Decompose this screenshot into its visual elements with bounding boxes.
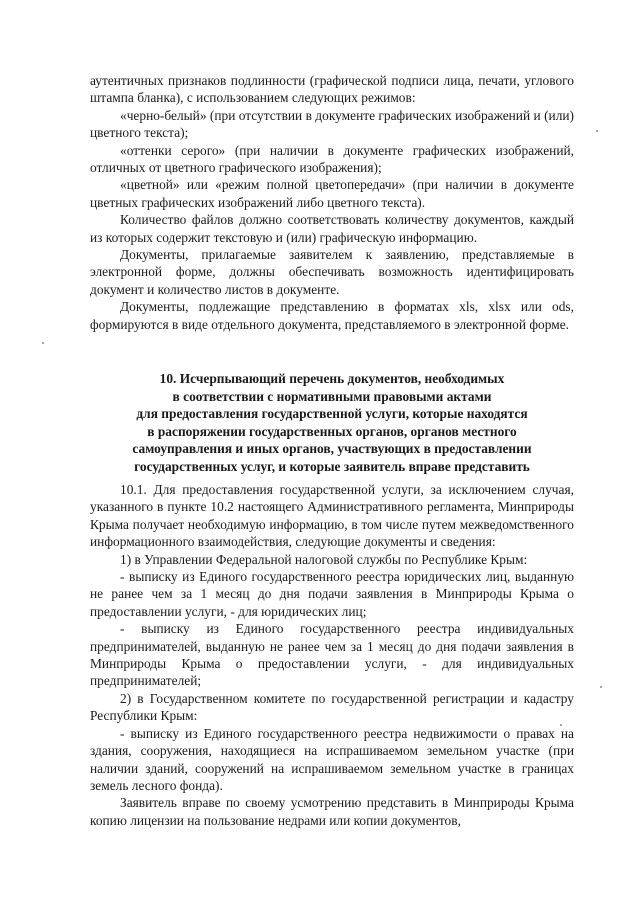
scan-speck <box>600 686 602 688</box>
paragraph: Документы, прилагаемые заявителем к заявлению, представляемые в электронной форме, должны обеспечивать возможность идентифицировать документ и количество листов в документе. <box>90 247 574 297</box>
heading-line: 10. Исчерпывающий перечень документов, необходимых <box>159 371 505 386</box>
paragraph: - выписку из Единого государственного реестра недвижимости о правах на здания, сооружения, находящиеся на испрашиваемом земельном участке (при наличии зданий, сооружений на испрашиваемом земельном участке в границах земель лесного фонда). <box>90 725 574 793</box>
paragraph: «оттенки серого» (при наличии в документе графических изображений, отличных от цветного графического изображения); <box>90 142 574 176</box>
scan-speck <box>42 342 44 344</box>
paragraph: 10.1. Для предоставления государственной услуги, за исключением случая, указанного в пункте 10.2 настоящего Административного регламента, Минприроды Крыма получает необходимую информацию, в том числе путем межведомственного информационного взаимодействия, следующие документы и сведения: <box>90 482 574 550</box>
paragraph: аутентичных признаков подлинности (графической подписи лица, печати, углового штампа бланка), с использованием следующих режимов: <box>90 73 574 106</box>
paragraph: - выписку из Единого государственного реестра юридических лиц, выданную не ранее чем за 1 месяц до дня подачи заявления в Минприроды Крыма о предоставлении услуги, - для юридических лиц; <box>90 569 574 619</box>
paragraph: Заявитель вправе по своему усмотрению представить в Минприроды Крыма копию лицензии на пользование недрами или копии документов, <box>90 795 574 828</box>
heading-line: в соответствии с нормативными правовыми актами <box>172 388 492 404</box>
scan-speck <box>560 724 562 726</box>
paragraph: 1) в Управлении Федеральной налоговой службы по Республике Крым: <box>120 551 528 567</box>
heading-line: самоуправления и иных органов, участвующих в предоставлении <box>132 441 532 457</box>
heading-line: в распоряжении государственных органов, органов местного <box>147 423 517 439</box>
paragraph: Количество файлов должно соответствовать количеству документов, каждый из которых содержит текстовую и (или) графическую информацию. <box>90 212 574 245</box>
paragraph: 2) в Государственном комитете по государственной регистрации и кадастру Республики Крым: <box>90 690 574 724</box>
paragraph: - выписку из Единого государственного реестра индивидуальных предпринимателей, выданную не ранее чем за 1 месяц до дня подачи заявления в Минприроды Крыма о предоставлении услуги, - для индивидуальных предпринимателей; <box>90 621 574 689</box>
paragraph: «черно-белый» (при отсутствии в документе графических изображений и (или) цветного текста); <box>90 107 574 141</box>
paragraph: «цветной» или «режим полной цветопередачи» (при наличии в документе цветных графических изображений либо цветного текста). <box>90 177 574 210</box>
paragraph: Документы, подлежащие представлению в форматах xls, xlsx или ods, формируются в виде отдельного документа, представляемого в электронной форме. <box>90 299 574 332</box>
top-text-block <box>90 72 574 333</box>
section-heading <box>90 370 574 476</box>
heading-line: для предоставления государственной услуги, которые находятся <box>136 406 528 422</box>
body-text-block <box>90 481 574 829</box>
scan-speck <box>596 130 598 132</box>
heading-line: государственных услуг, и которые заявитель вправе представить <box>134 458 530 474</box>
